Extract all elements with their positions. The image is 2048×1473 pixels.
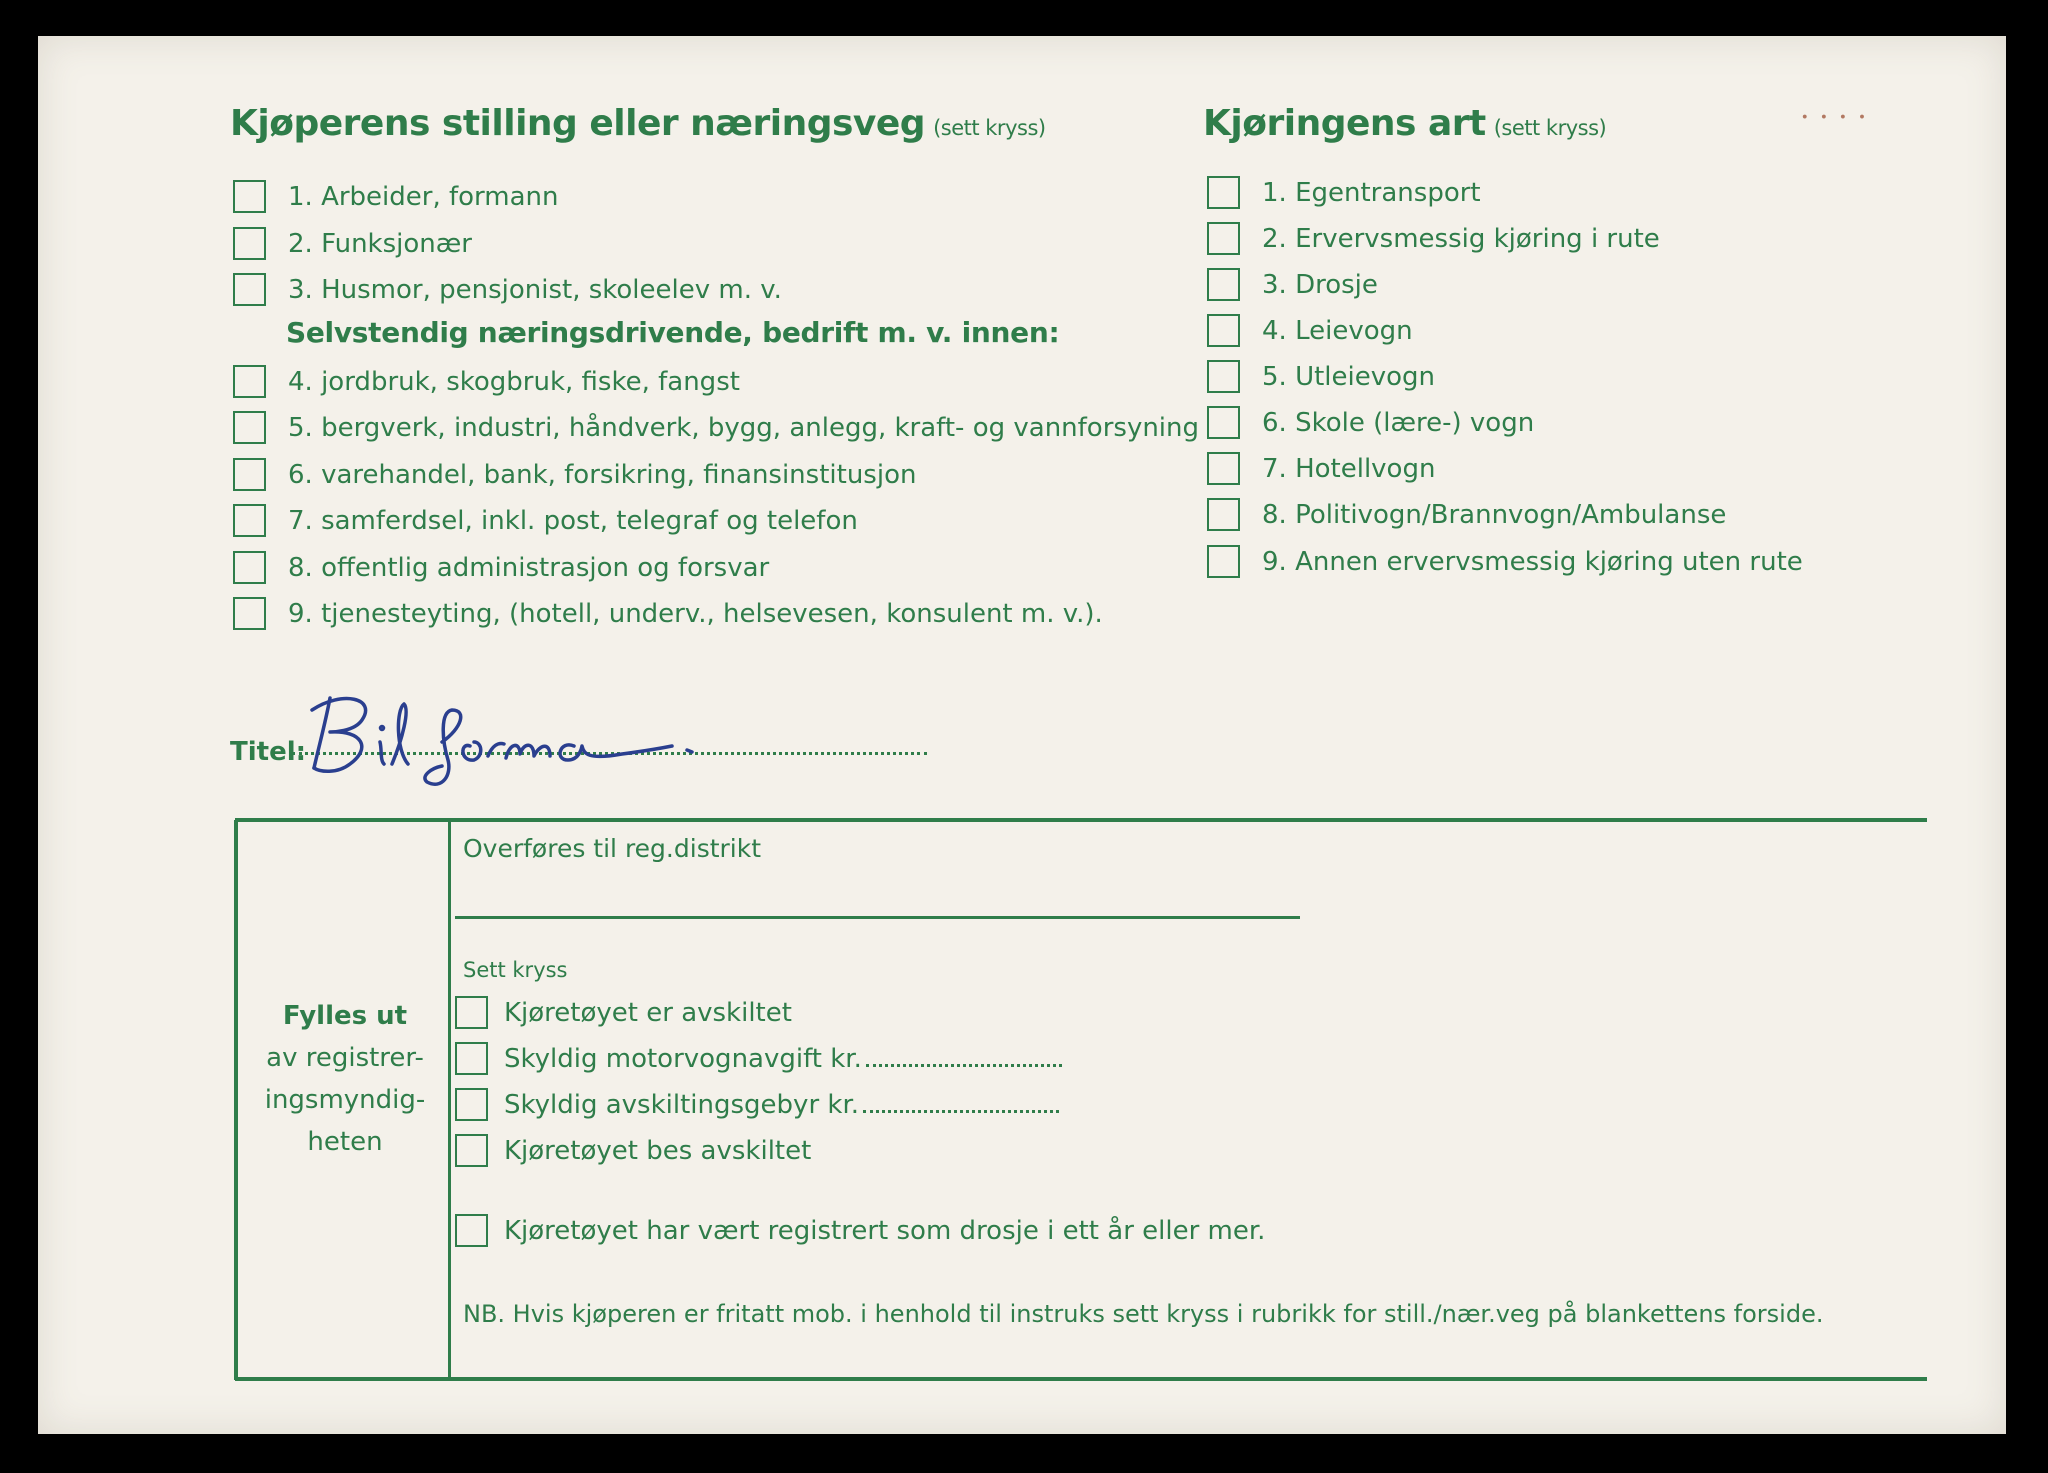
checkbox[interactable] (455, 996, 488, 1029)
checkbox[interactable] (1207, 406, 1240, 439)
checkbox[interactable] (233, 458, 266, 491)
checkbox[interactable] (1207, 314, 1240, 347)
driving-option-7[interactable] (1207, 452, 1435, 485)
corner-marks: · · · · (1800, 100, 1867, 135)
option-label: 9. tjenesteyting, (hotell, underv., helsevesen, konsulent m. v.). (288, 598, 1103, 629)
driving-option-8[interactable] (1207, 498, 1726, 531)
registry-left-rule (234, 820, 238, 1380)
occupation-option-7[interactable] (233, 504, 858, 537)
checkbox[interactable] (1207, 498, 1240, 531)
deregistration-fee-amount-line[interactable] (863, 1110, 1059, 1113)
checkbox[interactable] (1207, 452, 1240, 485)
checkbox[interactable] (233, 227, 266, 260)
driving-option-5[interactable] (1207, 360, 1435, 393)
option-label: 7. Hotellvogn (1262, 453, 1436, 484)
registry-top-rule (235, 818, 1927, 822)
option-label: 3. Husmor, pensjonist, skoleelev m. v. (288, 274, 782, 305)
checkbox[interactable] (455, 1134, 488, 1167)
motor-tax-label: Skyldig motorvognavgift kr. (504, 1043, 862, 1074)
self-employed-subheading: Selvstendig næringsdrivende, bedrift m. v. innen: (286, 316, 1060, 349)
registry-bottom-rule (235, 1377, 1927, 1381)
option-label: 7. samferdsel, inkl. post, telegraf og telefon (288, 505, 858, 536)
option-label: Kjøretøyet bes avskiltet (504, 1135, 812, 1166)
checkbox[interactable] (1207, 222, 1240, 255)
buyer-occupation-heading-note: (sett kryss) (933, 116, 1046, 140)
registry-check-1[interactable] (455, 996, 792, 1029)
option-label: 1. Egentransport (1262, 177, 1481, 208)
option-label (504, 1090, 1059, 1120)
option-label: Kjøretøyet har vært registrert som drosje i ett år eller mer. (504, 1215, 1266, 1246)
deregistration-fee-label: Skyldig avskiltingsgebyr kr. (504, 1089, 860, 1120)
occupation-option-1[interactable] (233, 180, 559, 213)
option-label: 9. Annen ervervsmessig kjøring uten rute (1262, 546, 1803, 577)
buyer-occupation-heading-text: Kjøperens stilling eller næringsveg (230, 103, 926, 144)
option-label: 3. Drosje (1262, 269, 1378, 300)
registry-check-3[interactable] (455, 1088, 1059, 1121)
checkbox[interactable] (233, 551, 266, 584)
option-label: Kjøretøyet er avskiltet (504, 997, 792, 1028)
driving-option-1[interactable] (1207, 176, 1481, 209)
checkbox[interactable] (233, 411, 266, 444)
checkbox[interactable] (233, 597, 266, 630)
occupation-option-4[interactable] (233, 365, 740, 398)
taxi-registered-check[interactable] (455, 1214, 1265, 1247)
option-label: 1. Arbeider, formann (288, 181, 559, 212)
driving-option-3[interactable] (1207, 268, 1378, 301)
filled-by-line: ingsmyndig- (264, 1085, 426, 1115)
option-label: 2. Ervervsmessig kjøring i rute (1262, 223, 1660, 254)
occupation-option-9[interactable] (233, 597, 1103, 630)
mark-instruction: Sett kryss (463, 958, 568, 982)
filled-by-authority-label (245, 995, 445, 1163)
checkbox[interactable] (1207, 268, 1240, 301)
option-label (504, 1044, 1062, 1074)
occupation-option-8[interactable] (233, 551, 769, 584)
option-label: 8. offentlig administrasjon og forsvar (288, 552, 770, 583)
occupation-option-2[interactable] (233, 227, 472, 260)
occupation-option-5[interactable] (233, 411, 1199, 444)
checkbox[interactable] (233, 273, 266, 306)
checkbox[interactable] (233, 365, 266, 398)
option-label: 4. Leievogn (1262, 315, 1413, 346)
option-label: 4. jordbruk, skogbruk, fiske, fangst (288, 366, 740, 397)
occupation-option-6[interactable] (233, 458, 916, 491)
checkbox[interactable] (1207, 176, 1240, 209)
bleed-through-text (840, 150, 851, 190)
registry-check-2[interactable] (455, 1042, 1062, 1075)
checkbox[interactable] (455, 1042, 488, 1075)
driving-type-heading (1203, 103, 1606, 144)
option-label: 6. Skole (lære-) vogn (1262, 407, 1535, 438)
buyer-occupation-heading (230, 103, 1046, 144)
driving-type-heading-note: (sett kryss) (1493, 116, 1607, 140)
checkbox[interactable] (455, 1214, 488, 1247)
nb-note: NB. Hvis kjøperen er fritatt mob. i henhold til instruks sett kryss i rubrikk for still./nær.veg på blankettens forside. (463, 1300, 1824, 1328)
option-label: 2. Funksjonær (288, 228, 472, 259)
registry-check-4[interactable] (455, 1134, 811, 1167)
driving-option-2[interactable] (1207, 222, 1660, 255)
filled-by-line: heten (307, 1127, 383, 1157)
checkbox[interactable] (455, 1088, 488, 1121)
driving-option-4[interactable] (1207, 314, 1413, 347)
option-label: 5. Utleievogn (1262, 361, 1436, 392)
title-label: Titel: (230, 737, 307, 767)
occupation-option-3[interactable] (233, 273, 782, 306)
option-label: 8. Politivogn/Brannvogn/Ambulanse (1262, 499, 1727, 530)
option-label: 5. bergverk, industri, håndverk, bygg, anlegg, kraft- og vannforsyning (288, 412, 1200, 443)
transfer-district-label: Overføres til reg.distrikt (463, 834, 762, 863)
filled-by-line: Fylles ut (282, 1001, 408, 1031)
option-label: 6. varehandel, bank, forsikring, finansinstitusjon (288, 459, 917, 490)
motor-tax-amount-line[interactable] (866, 1064, 1062, 1067)
transfer-district-line (455, 916, 1300, 919)
filled-by-line: av registrer- (266, 1043, 424, 1073)
driving-option-6[interactable] (1207, 406, 1534, 439)
registry-divider (448, 820, 451, 1380)
checkbox[interactable] (1207, 360, 1240, 393)
driving-type-heading-text: Kjøringens art (1203, 103, 1486, 144)
driving-option-9[interactable] (1207, 545, 1803, 578)
checkbox[interactable] (233, 180, 266, 213)
handwritten-signature (292, 680, 762, 790)
checkbox[interactable] (1207, 545, 1240, 578)
checkbox[interactable] (233, 504, 266, 537)
